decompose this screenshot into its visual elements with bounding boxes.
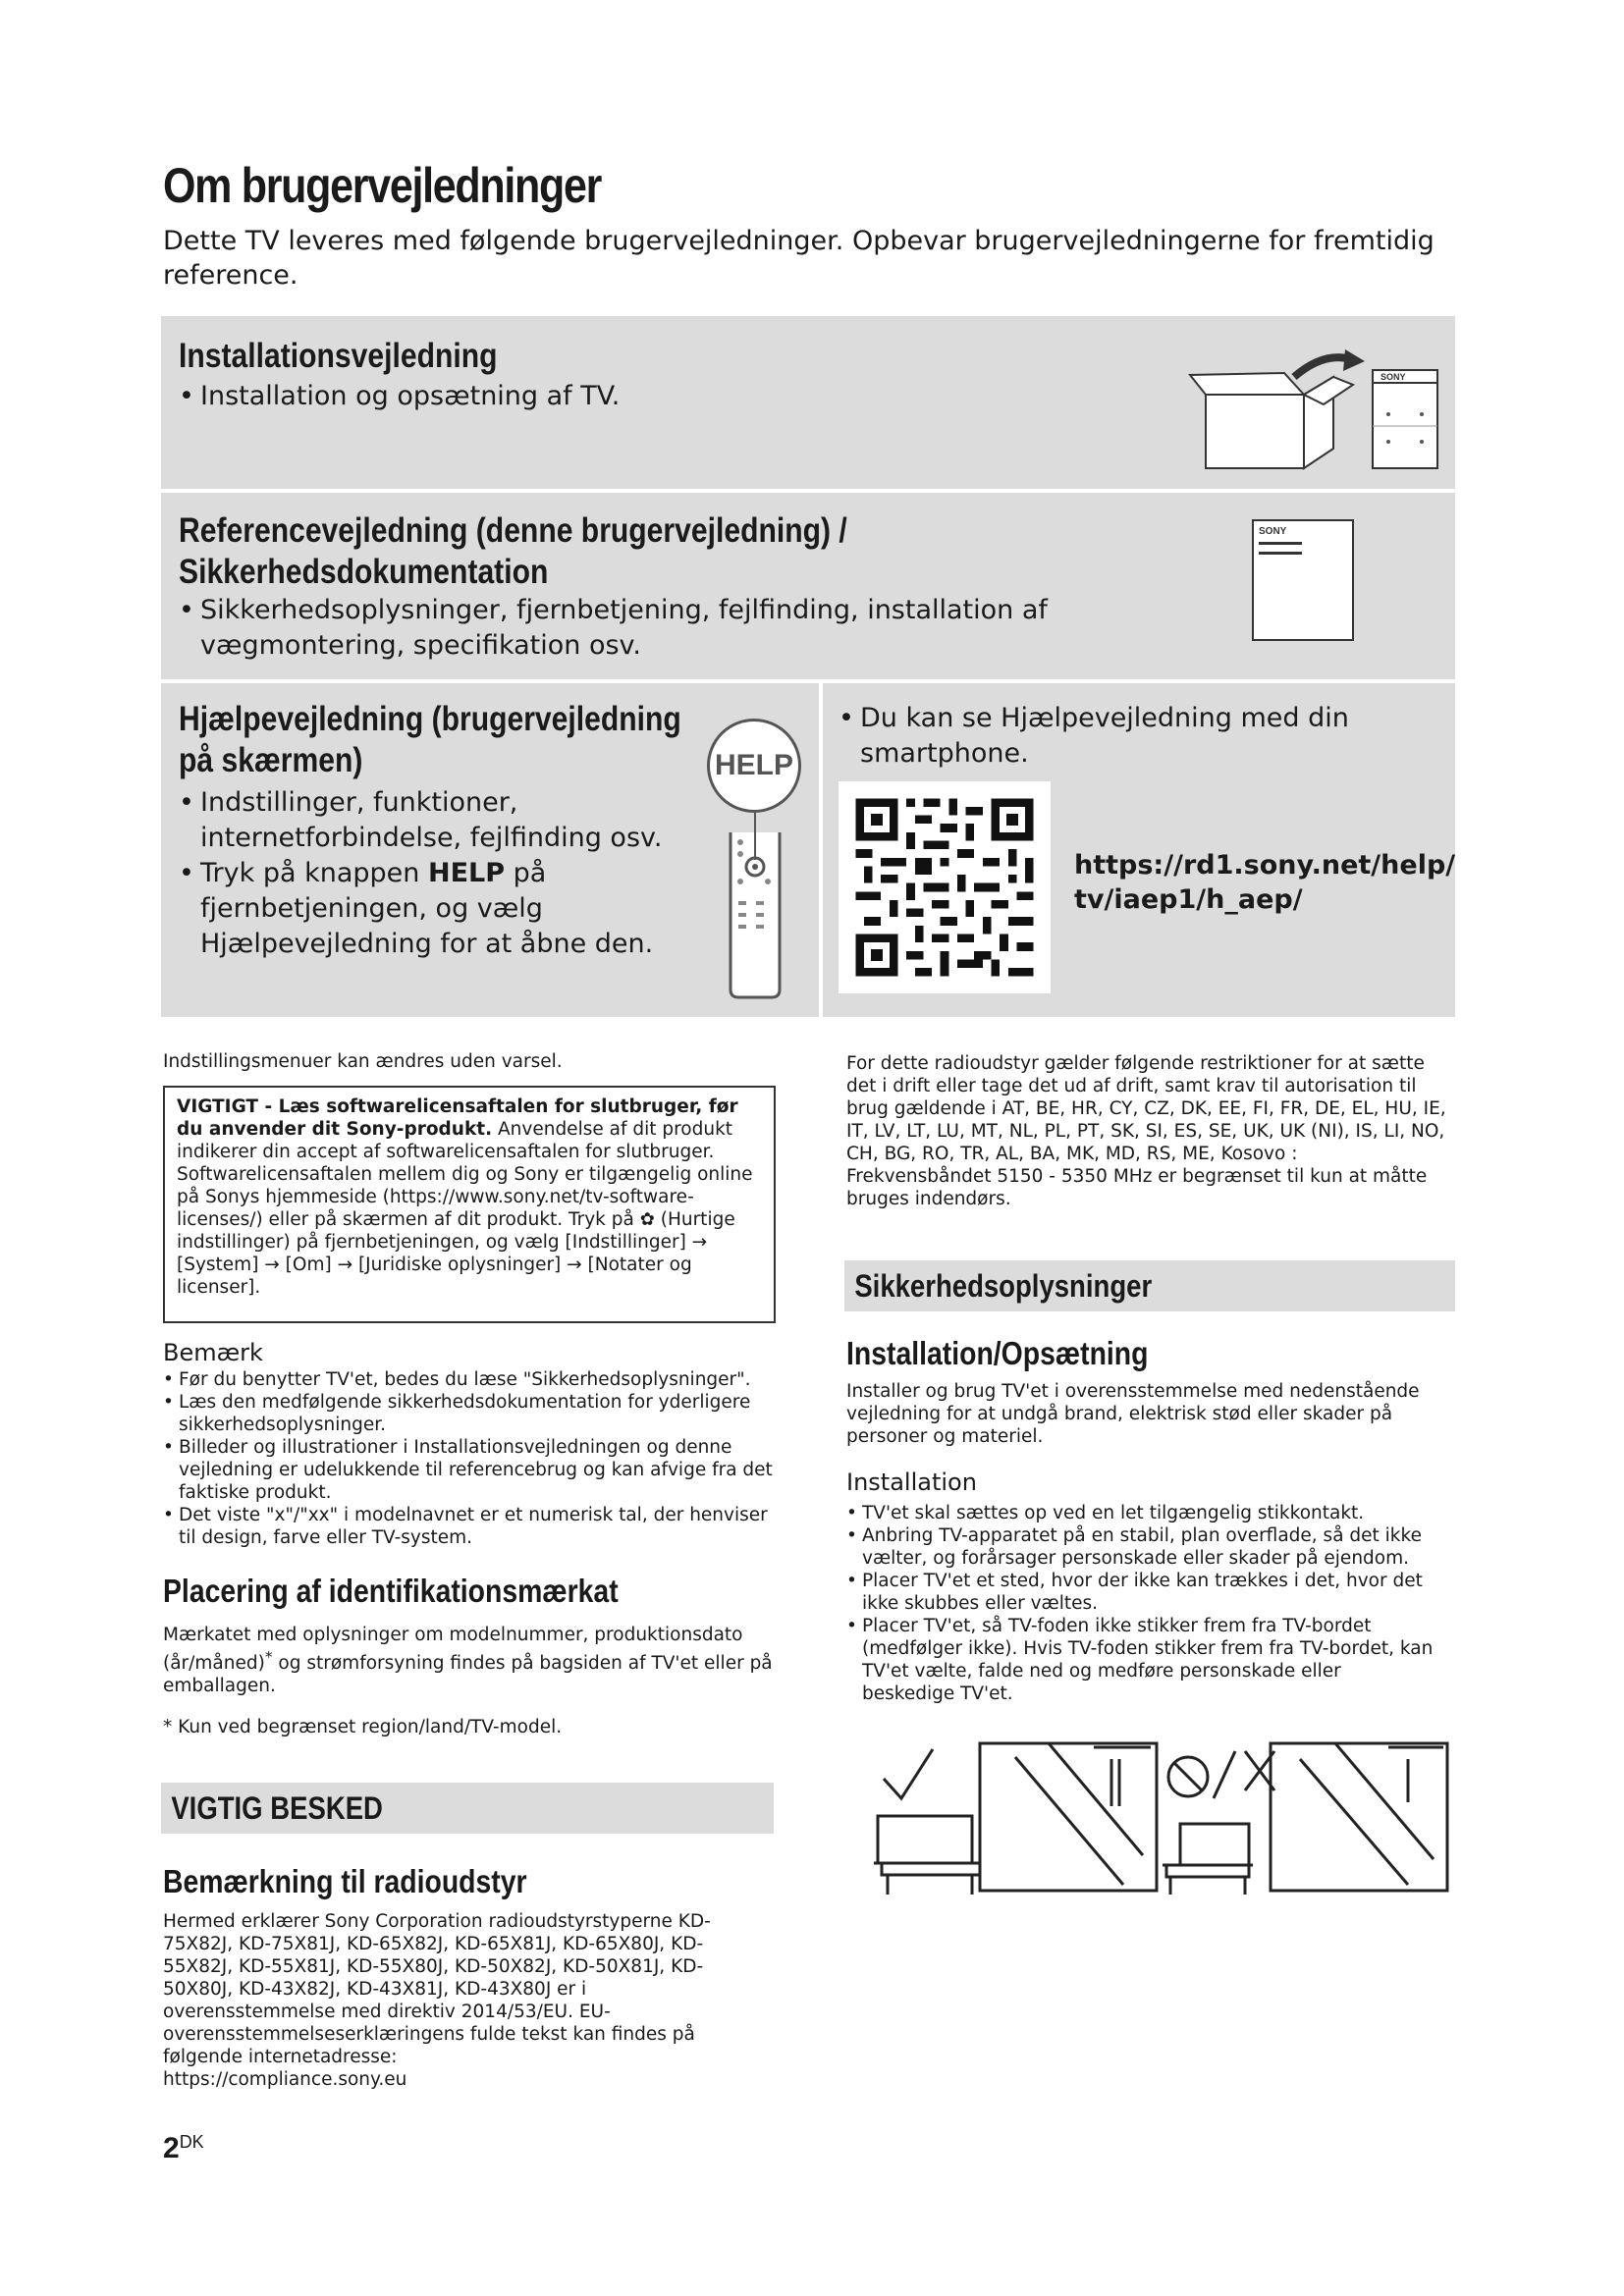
guides-panel (161, 316, 1455, 1017)
safety-info-bar: Sikkerhedsoplysninger (844, 1260, 1455, 1311)
radio-equipment-title: Bemærkning til radioudstyr (163, 1863, 527, 1899)
installation-item: • Placer TV'et, så TV-foden ikke stikker frem fra TV-bordet (medfølger ikke). Hvis TV-foden stikker frem fra TV-bordet, kan TV'et vælte, falde ned og medføre personskade eller beskedige TV'et. (846, 1615, 1435, 1705)
footnote: * Kun ved begrænset region/land/TV-model. (163, 1717, 563, 1737)
page-number: $2^{DK}$ (163, 2132, 204, 2164)
installation-item: • Anbring TV-apparatet på en stabil, plan overflade, så det ikke vælter, og forårsager personskade eller skader på ejendom. (846, 1524, 1435, 1570)
label-placement-title: Placering af identifikationsmærkat (163, 1573, 619, 1609)
installation-list (846, 1502, 1435, 1705)
help-guide-title: Hjælpevejledning (brugervejledning på skærmen) (179, 700, 681, 779)
reference-guide-box (161, 493, 1455, 679)
box-and-manual-icon (1186, 346, 1441, 473)
installation-guide-box (161, 316, 1455, 489)
reference-guide-bullet: • Sikkerhedsoplysninger, fjernbetjening, fejlfinding, installation af vægmontering, specifikation osv. (179, 595, 1048, 661)
help-button-icon: HELP (707, 719, 801, 813)
note-item: • Før du benytter TV'et, bedes du læse "Sikkerhedsoplysninger". (163, 1368, 776, 1391)
note-title: Bemærk (163, 1339, 263, 1366)
reference-guide-title: Referencevejledning (denne brugervejledning) / Sikkerhedsdokumentation (179, 511, 847, 591)
installation-item: • TV'et skal sættes op ved en let tilgængelig stikkontakt. (846, 1502, 1435, 1524)
tv-placement-illustration (868, 1737, 1457, 1904)
installation-setup-text: Installer og brug TV'et i overensstemmelse med nedenstående vejledning for at undgå brand, elektrisk stød eller skader på personer og materiel. (846, 1381, 1420, 1447)
restrictions-text: For dette radioudstyr gælder følgende restriktioner for at sætte det i drift eller tage det ud af drift, samt krav til autorisation til brug gældende i AT, BE, HR, CY, CZ, DK, EE, FI, FR, DE, EL, HU, IE, IT, LV, LT, LU, MT, NL, PL, PT, SK, SI, ES, SE, UK, UK (NI), IS, LI, NO, CH, BG, RO, TR, AL, BA, MK, MD, RS, ME, Kosovo : Frekvensbåndet 5150 - 5350 MHz er begrænset til kun at måtte bruges indendørs. (846, 1053, 1446, 1209)
settings-note: Indstillingsmenuer kan ændres uden varsel. (163, 1051, 563, 1072)
installation-subtitle: Installation (846, 1468, 977, 1496)
help-guide-bullets: • Indstillinger, funktioner, internetforbindelse, fejlfinding osv. • Tryk på knappen HELP på fjernbetjeningen, og vælg Hjælpevejledning for at åbne den. (179, 787, 663, 959)
help-guide-box (161, 683, 819, 1017)
label-placement-text: Mærkatet med oplysninger om modelnummer, produktionsdato (år/måned)* og strømforsyning findes på bagsiden af TV'et eller på emballagen. (163, 1625, 773, 1697)
smartphone-text: • Du kan se Hjælpevejledning med din smartphone. (839, 703, 1349, 769)
svg-text:SONY: SONY (1380, 372, 1406, 382)
gear-icon: ✿ (639, 1209, 655, 1230)
note-list (163, 1368, 776, 1549)
radio-equipment-text: Hermed erklærer Sony Corporation radioudstyrstyperne KD-75X82J, KD-75X81J, KD-65X82J, KD-65X81J, KD-65X80J, KD-55X82J, KD-55X81J, KD-55X80J, KD-50X82J, KD-50X81J, KD-50X80J, KD-43X82J, KD-43X81J, KD-43X80J er i overensstemmelse med direktiv 2014/53/EU. EU-overensstemmelseserklæringens fulde tekst kan findes på følgende internetadresse: https://compliance.sony.eu (163, 1910, 752, 2091)
compliance-url[interactable]: https://compliance.sony.eu (163, 2069, 407, 2090)
installation-guide-bullet: • Installation og opsætning af TV. (179, 381, 621, 411)
note-item: • Læs den medfølgende sikkerhedsdokumentation for yderligere sikkerhedsoplysninger. (163, 1391, 776, 1436)
installation-setup-title: Installation/Opsætning (846, 1335, 1149, 1371)
smartphone-box (823, 683, 1455, 1017)
note-section (163, 1339, 776, 1549)
help-url[interactable]: https://rd1.sony.net/help/ tv/iaep1/h_aep/ (1074, 850, 1456, 915)
note-item: • Det viste "x"/"xx" i modelnavnet er et numerisk tal, der henviser til design, farve eller TV-system. (163, 1504, 776, 1549)
installation-item: • Placer TV'et et sted, hvor der ikke kan trækkes i det, hvor det ikke skubbes eller væltes. (846, 1570, 1435, 1615)
installation-guide-title: Installationsvejledning (179, 337, 498, 375)
intro-text: Dette TV leveres med følgende brugervejledninger. Opbevar brugervejledningerne for fremtidig reference. (163, 226, 1435, 291)
manual-book-icon (1249, 516, 1357, 644)
page-title: Om brugervejledninger (163, 158, 602, 213)
important-license-box: VIGTIGT - Læs softwarelicensaftalen for slutbruger, før du anvender dit Sony-produkt. Anvendelse af dit produkt indikerer din accept af softwarelicensaftalen for slutbruger. Softwarelicensaftalen mellem dig og Sony er tilgængelig online på Sonys hjemmeside (https://www.sony.net/tv-software-licenses/) eller på skærmen af dit produkt. Tryk på ✿ (Hurtige indstillinger) på fjernbetjeningen, og vælg [Indstillinger] → [System] → [Om] → [Juridiske oplysninger] → [Notater og licenser]. (163, 1086, 776, 1323)
qr-code (839, 781, 1051, 993)
remote-control-icon (711, 813, 799, 999)
note-item: • Billeder og illustrationer i Installationsvejledningen og denne vejledning er udelukkende til referencebrug og kan afvige fra det faktiske produkt. (163, 1436, 776, 1504)
svg-text:SONY: SONY (1259, 526, 1287, 537)
important-notice-bar: VIGTIG BESKED (161, 1783, 774, 1834)
